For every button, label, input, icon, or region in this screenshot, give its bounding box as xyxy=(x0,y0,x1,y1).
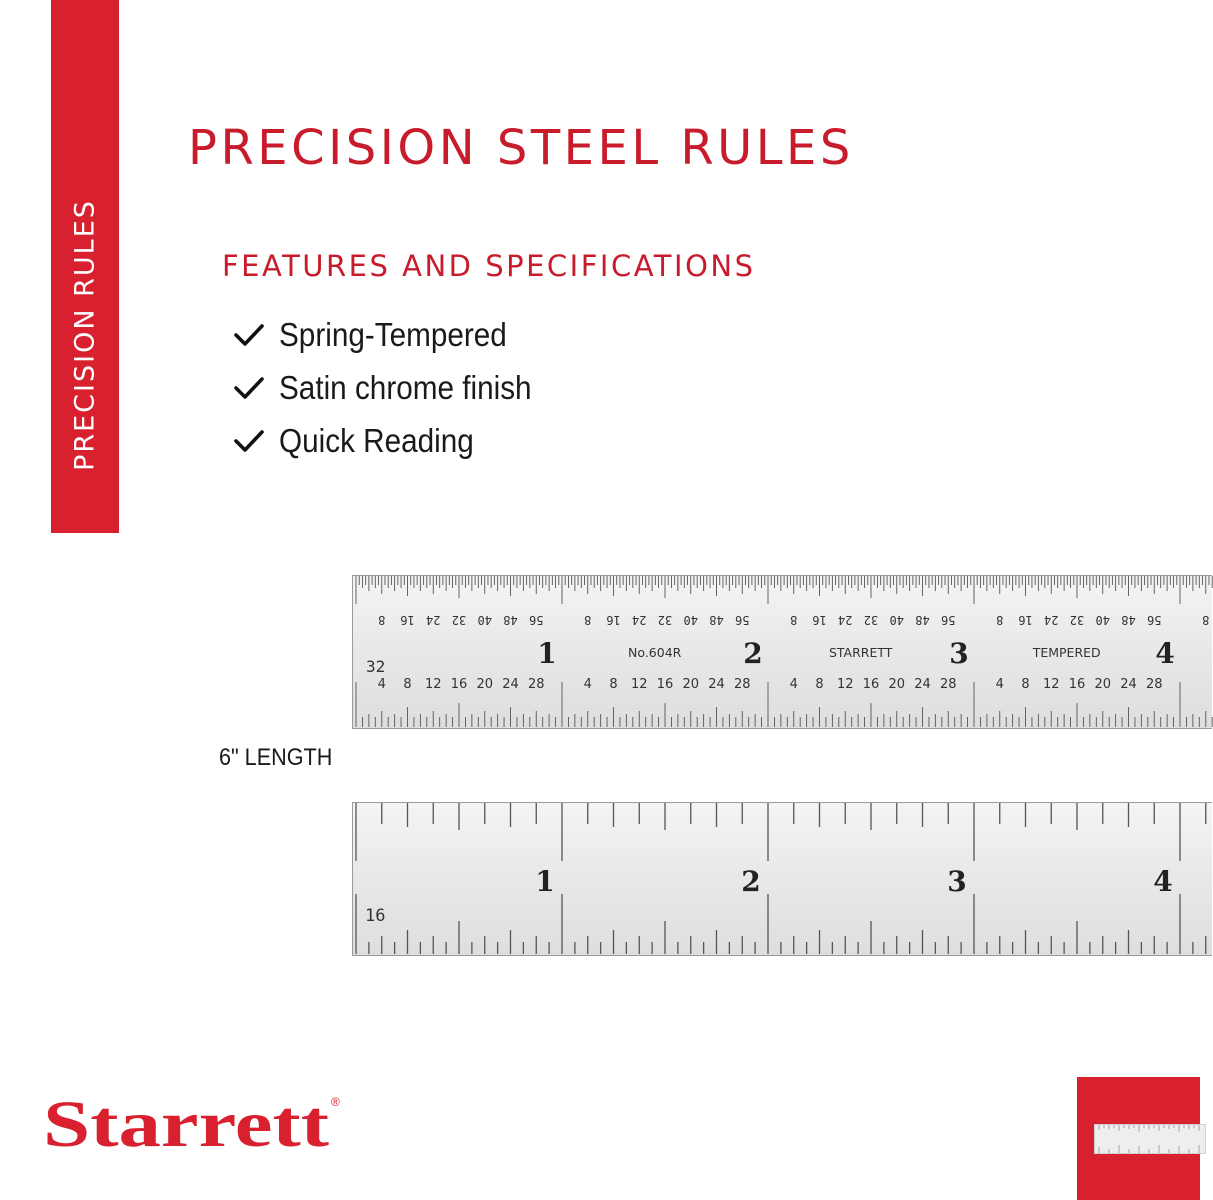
checkmark-icon xyxy=(232,322,266,348)
inch-number: 3 xyxy=(947,865,967,898)
top-scale-number: 8 xyxy=(790,613,798,627)
top-scale-number: 16 xyxy=(812,613,827,627)
top-scale-number: 8 xyxy=(996,613,1004,627)
top-scale-number: 56 xyxy=(941,613,956,627)
logo-wordmark: Starrett xyxy=(43,1088,330,1161)
registered-mark: ® xyxy=(331,1095,340,1109)
bottom-scale-number: 8 xyxy=(815,677,824,692)
top-scale-number: 8 xyxy=(1202,613,1210,627)
length-label: 6" LENGTH xyxy=(219,744,333,771)
bottom-scale-number: 28 xyxy=(527,677,545,692)
bottom-scale-number: 16 xyxy=(862,677,880,692)
inch-number: 4 xyxy=(1153,865,1173,898)
bottom-scale-number: 28 xyxy=(939,677,957,692)
top-scale-number: 16 xyxy=(606,613,621,627)
steel-rule-8ths-16ths xyxy=(352,802,1212,956)
feature-label: Quick Reading xyxy=(279,421,474,459)
top-scale-number: 40 xyxy=(889,613,904,627)
bottom-scale-number: 16 xyxy=(656,677,674,692)
top-scale-number: 48 xyxy=(503,613,518,627)
bottom-scale-number: 8 xyxy=(1021,677,1030,692)
tick-marks xyxy=(356,803,1206,954)
bottom-scale-number: 4 xyxy=(583,677,592,692)
scale-label: 16 xyxy=(365,906,386,926)
inch-number: 2 xyxy=(741,865,761,898)
top-scale-number: 48 xyxy=(915,613,930,627)
feature-label: Satin chrome finish xyxy=(279,368,532,406)
bottom-scale-number: 20 xyxy=(682,677,700,692)
feature-label: Spring-Tempered xyxy=(279,315,507,353)
top-scale-number: 32 xyxy=(451,613,467,627)
top-scale-number: 16 xyxy=(1018,613,1033,627)
checkmark-icon xyxy=(232,428,266,454)
bottom-scale-number: 24 xyxy=(1120,677,1137,692)
feature-item xyxy=(232,361,560,414)
side-banner xyxy=(51,0,119,533)
top-scale-number: 48 xyxy=(709,613,724,627)
top-scale-number: 56 xyxy=(529,613,544,627)
top-scale-number: 24 xyxy=(632,613,647,627)
bottom-scale-number: 20 xyxy=(888,677,906,692)
bottom-scale-number: 8 xyxy=(609,677,618,692)
bottom-scale-number: 24 xyxy=(708,677,725,692)
bottom-scale-number: 28 xyxy=(733,677,751,692)
section-subtitle: FEATURES AND SPECIFICATIONS xyxy=(222,249,756,283)
top-scale-number: 56 xyxy=(735,613,750,627)
feature-item xyxy=(232,308,560,361)
top-scale-number: 24 xyxy=(838,613,853,627)
rule-stamp: TEMPERED xyxy=(1032,645,1101,660)
mini-ruler-ticks xyxy=(1095,1125,1205,1153)
top-scale-number: 56 xyxy=(1147,613,1162,627)
feature-item xyxy=(232,414,560,467)
inch-number: 1 xyxy=(537,637,557,670)
bottom-scale-number: 4 xyxy=(377,677,386,692)
inch-number: 1 xyxy=(535,865,555,898)
top-scale-number: 40 xyxy=(1095,613,1110,627)
rule-graduations xyxy=(353,576,1213,727)
bottom-scale-number: 8 xyxy=(403,677,412,692)
page-title: PRECISION STEEL RULES xyxy=(188,120,854,176)
bottom-scale-number: 24 xyxy=(502,677,519,692)
bottom-scale-number: 12 xyxy=(836,677,854,692)
top-scale-number: 32 xyxy=(657,613,673,627)
starrett-logo xyxy=(41,1082,361,1162)
steel-rule-32nds-64ths xyxy=(352,575,1212,729)
top-scale-number: 24 xyxy=(1044,613,1059,627)
inch-number: 3 xyxy=(949,637,969,670)
bottom-scale-number: 12 xyxy=(630,677,648,692)
rule-graduations xyxy=(353,803,1213,954)
top-scale-number: 8 xyxy=(378,613,386,627)
rule-stamp: No.604R xyxy=(628,645,682,660)
top-scale-number: 24 xyxy=(426,613,441,627)
checkmark-icon xyxy=(232,375,266,401)
bottom-scale-number: 16 xyxy=(1068,677,1086,692)
top-scale-number: 8 xyxy=(584,613,592,627)
top-scale-number: 40 xyxy=(477,613,492,627)
top-scale-number: 32 xyxy=(863,613,879,627)
side-banner-text: PRECISION RULES xyxy=(69,199,101,471)
bottom-scale-number: 4 xyxy=(995,677,1004,692)
bottom-scale-number: 28 xyxy=(1145,677,1163,692)
bottom-scale-number: 16 xyxy=(450,677,468,692)
rule-stamp: STARRETT xyxy=(828,645,893,660)
bottom-scale-number: 12 xyxy=(424,677,442,692)
corner-accent xyxy=(1077,1077,1200,1200)
bottom-scale-number: 4 xyxy=(789,677,798,692)
top-scale-number: 32 xyxy=(1069,613,1085,627)
top-scale-number: 48 xyxy=(1121,613,1136,627)
scale-label: 32 xyxy=(366,657,386,676)
mini-ruler-graphic xyxy=(1094,1124,1206,1154)
bottom-scale-number: 20 xyxy=(1094,677,1112,692)
bottom-scale-number: 24 xyxy=(914,677,931,692)
bottom-scale-number: 20 xyxy=(476,677,494,692)
inch-number: 2 xyxy=(743,637,763,670)
top-scale-number: 40 xyxy=(683,613,698,627)
inch-number: 4 xyxy=(1155,637,1175,670)
feature-list xyxy=(232,308,560,467)
top-scale-number: 16 xyxy=(400,613,415,627)
bottom-scale-number: 12 xyxy=(1042,677,1060,692)
